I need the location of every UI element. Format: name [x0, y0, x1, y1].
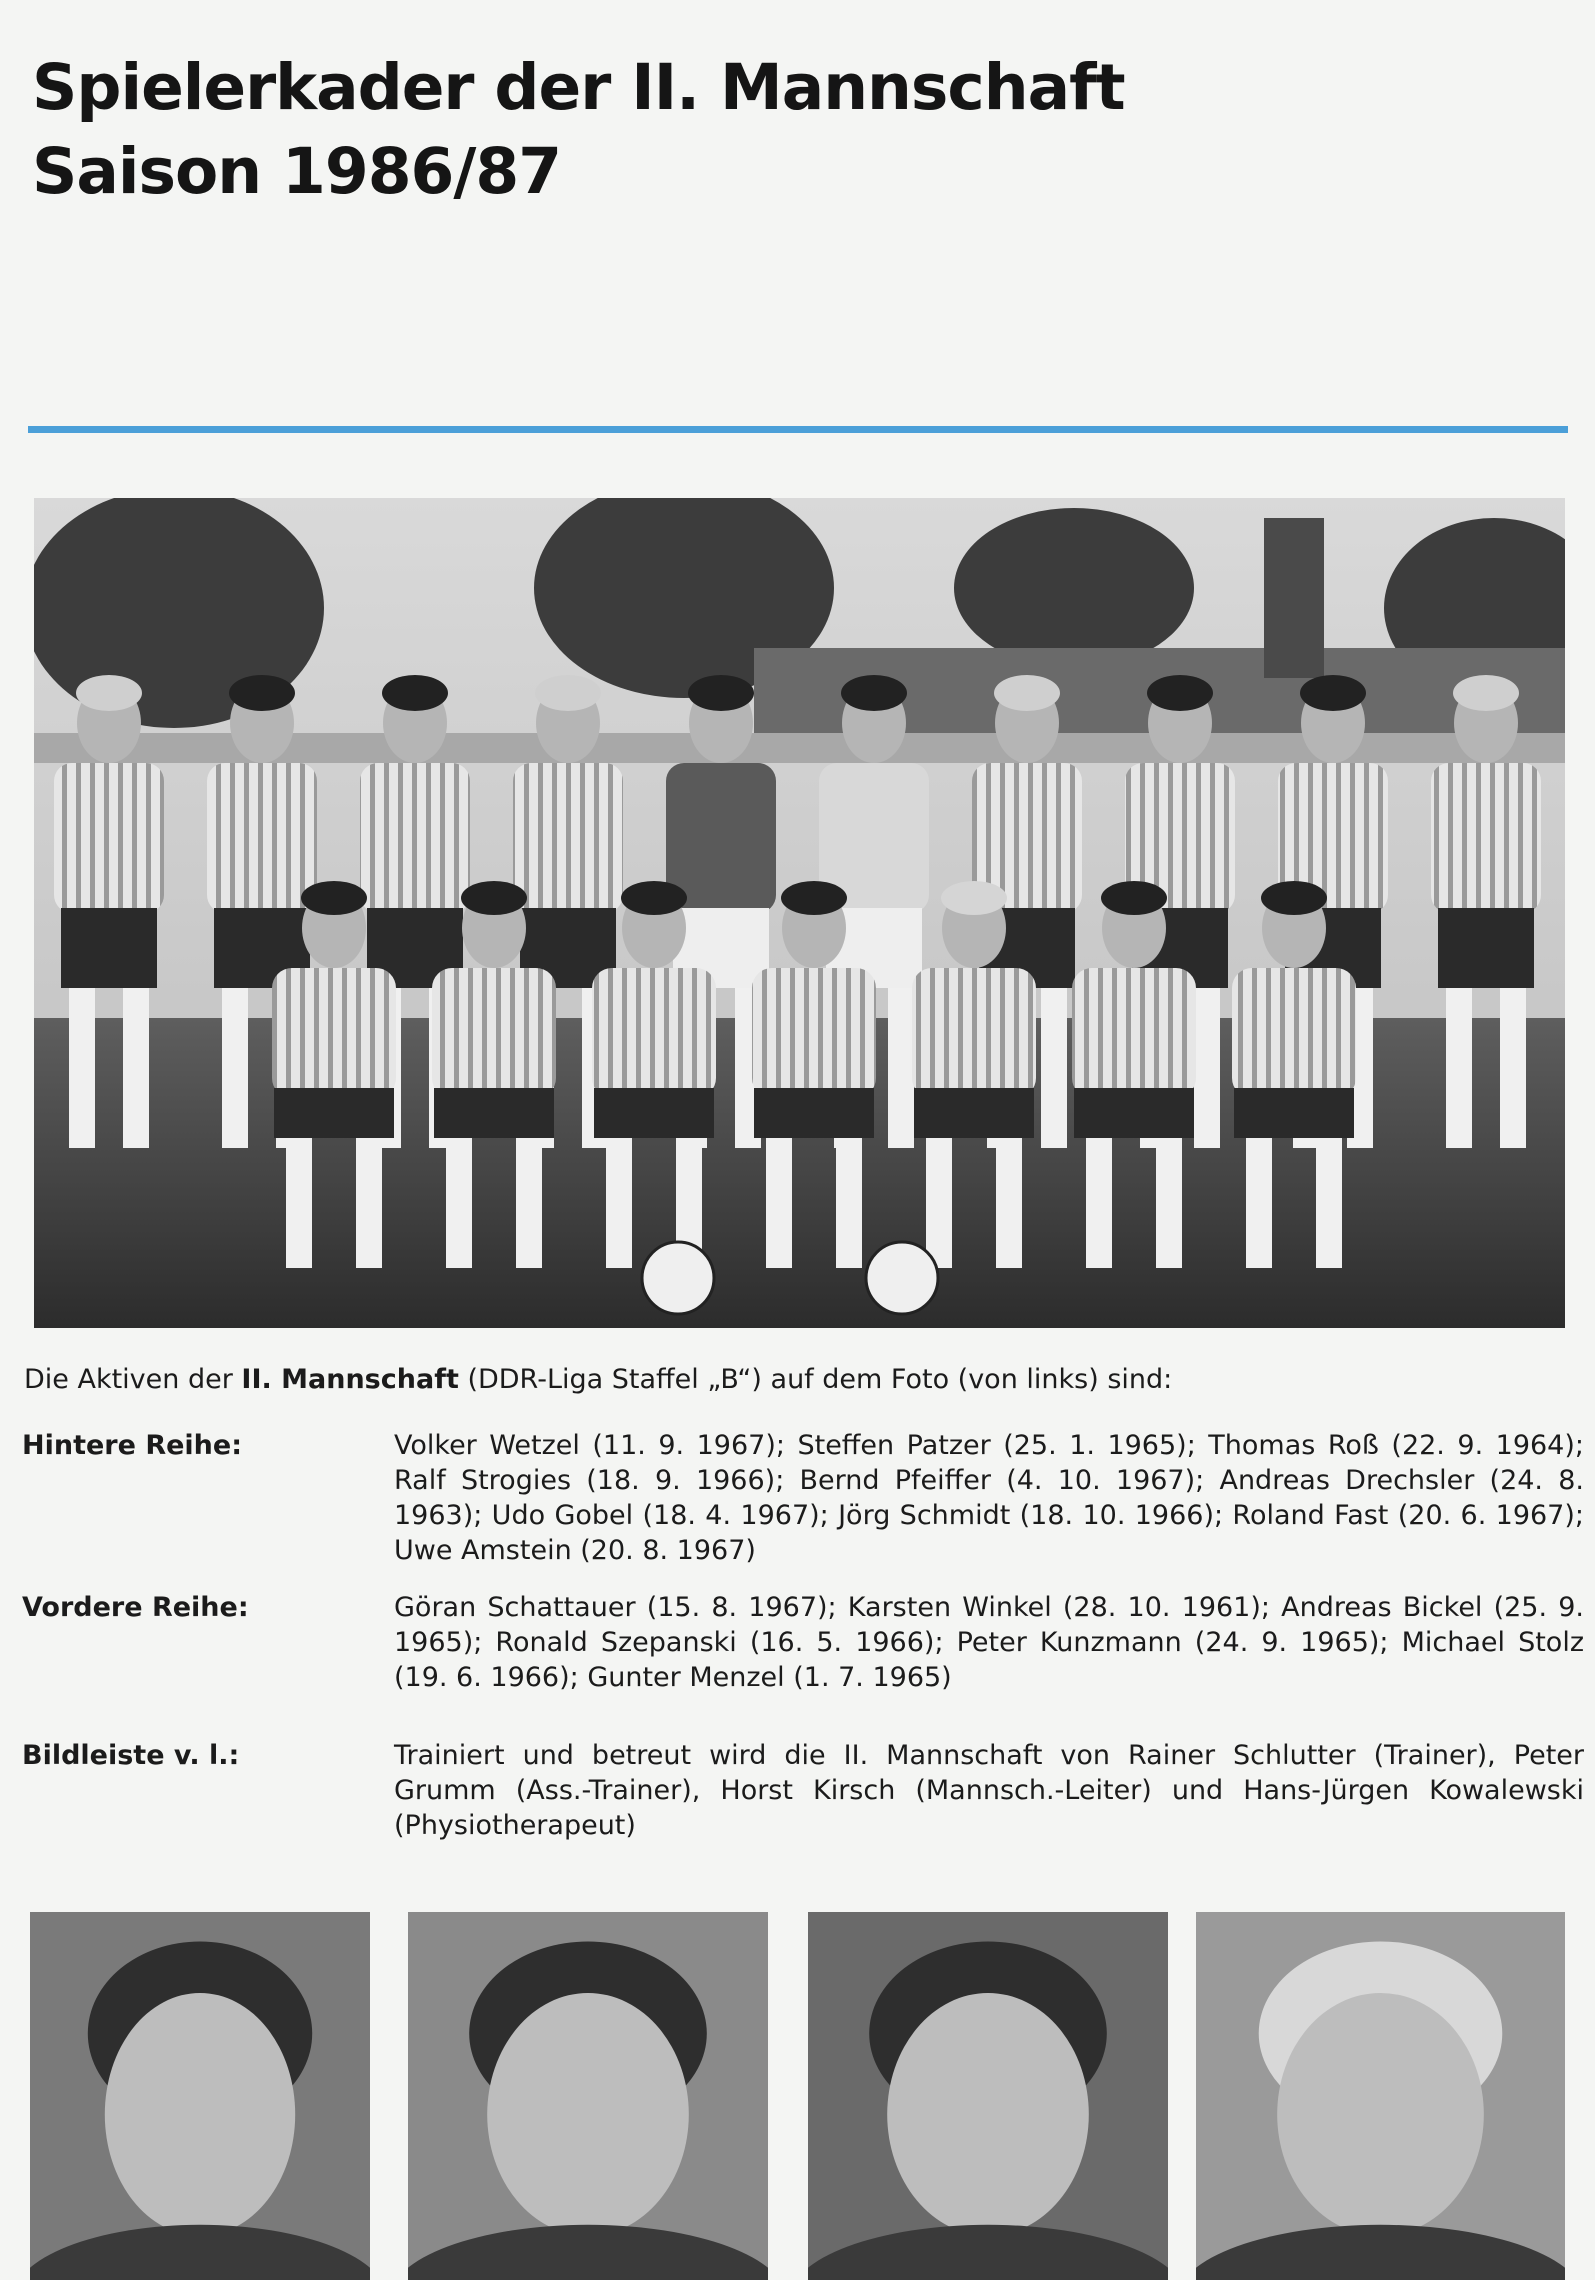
roster-row-label: Vordere Reihe:	[22, 1592, 249, 1623]
roster-row-text: Trainiert und betreut wird die II. Mannschaft von Rainer Schlutter (Trainer), Peter Grumm (Ass.-Trainer), Horst Kirsch (Mannsch.-Leiter) und Hans-Jürgen Kowalewski (Physiotherapeut)	[394, 1740, 1584, 1841]
portrait-strip	[30, 1912, 1565, 2280]
portrait-image	[1196, 1912, 1565, 2280]
portrait-image	[808, 1912, 1168, 2280]
portrait-photo	[30, 1912, 370, 2280]
caption-suffix: (DDR-Liga Staffel „B“) auf dem Foto (von links) sind:	[458, 1364, 1173, 1395]
portrait-photo	[1196, 1912, 1565, 2280]
photo-caption	[24, 1362, 1569, 1397]
title-line-2: Saison 1986/87	[32, 135, 562, 208]
portrait-photo	[408, 1912, 768, 2280]
roster-row-label: Hintere Reihe:	[22, 1430, 243, 1461]
page-title	[32, 46, 1125, 214]
divider-rule	[28, 426, 1568, 433]
roster-row-label: Bildleiste v. l.:	[22, 1740, 240, 1771]
roster-row-text: Göran Schattauer (15. 8. 1967); Karsten Winkel (28. 10. 1961); Andreas Bickel (25. 9. 1965); Ronald Szepanski (16. 5. 1966); Peter Kunzmann (24. 9. 1965); Michael Stolz (19. 6. 1966); Gunter Menzel (1. 7. 1965)	[394, 1592, 1584, 1693]
caption-prefix: Die Aktiven der	[24, 1364, 242, 1395]
portrait-photo	[808, 1912, 1168, 2280]
team-photo-image	[34, 498, 1565, 1328]
portrait-image	[30, 1912, 370, 2280]
team-photo	[34, 498, 1565, 1328]
portrait-image	[408, 1912, 768, 2280]
caption-bold: II. Mannschaft	[241, 1364, 459, 1395]
title-line-1: Spielerkader der II. Mannschaft	[32, 51, 1125, 124]
roster-row-text: Volker Wetzel (11. 9. 1967); Steffen Patzer (25. 1. 1965); Thomas Roß (22. 9. 1964); Ralf Strogies (18. 9. 1966); Bernd Pfeiffer (4. 10. 1967); Andreas Drechsler (24. 8. 1963); Udo Gobel (18. 4. 1967); Jörg Schmidt (18. 10. 1966); Roland Fast (20. 6. 1967); Uwe Amstein (20. 8. 1967)	[394, 1430, 1584, 1566]
